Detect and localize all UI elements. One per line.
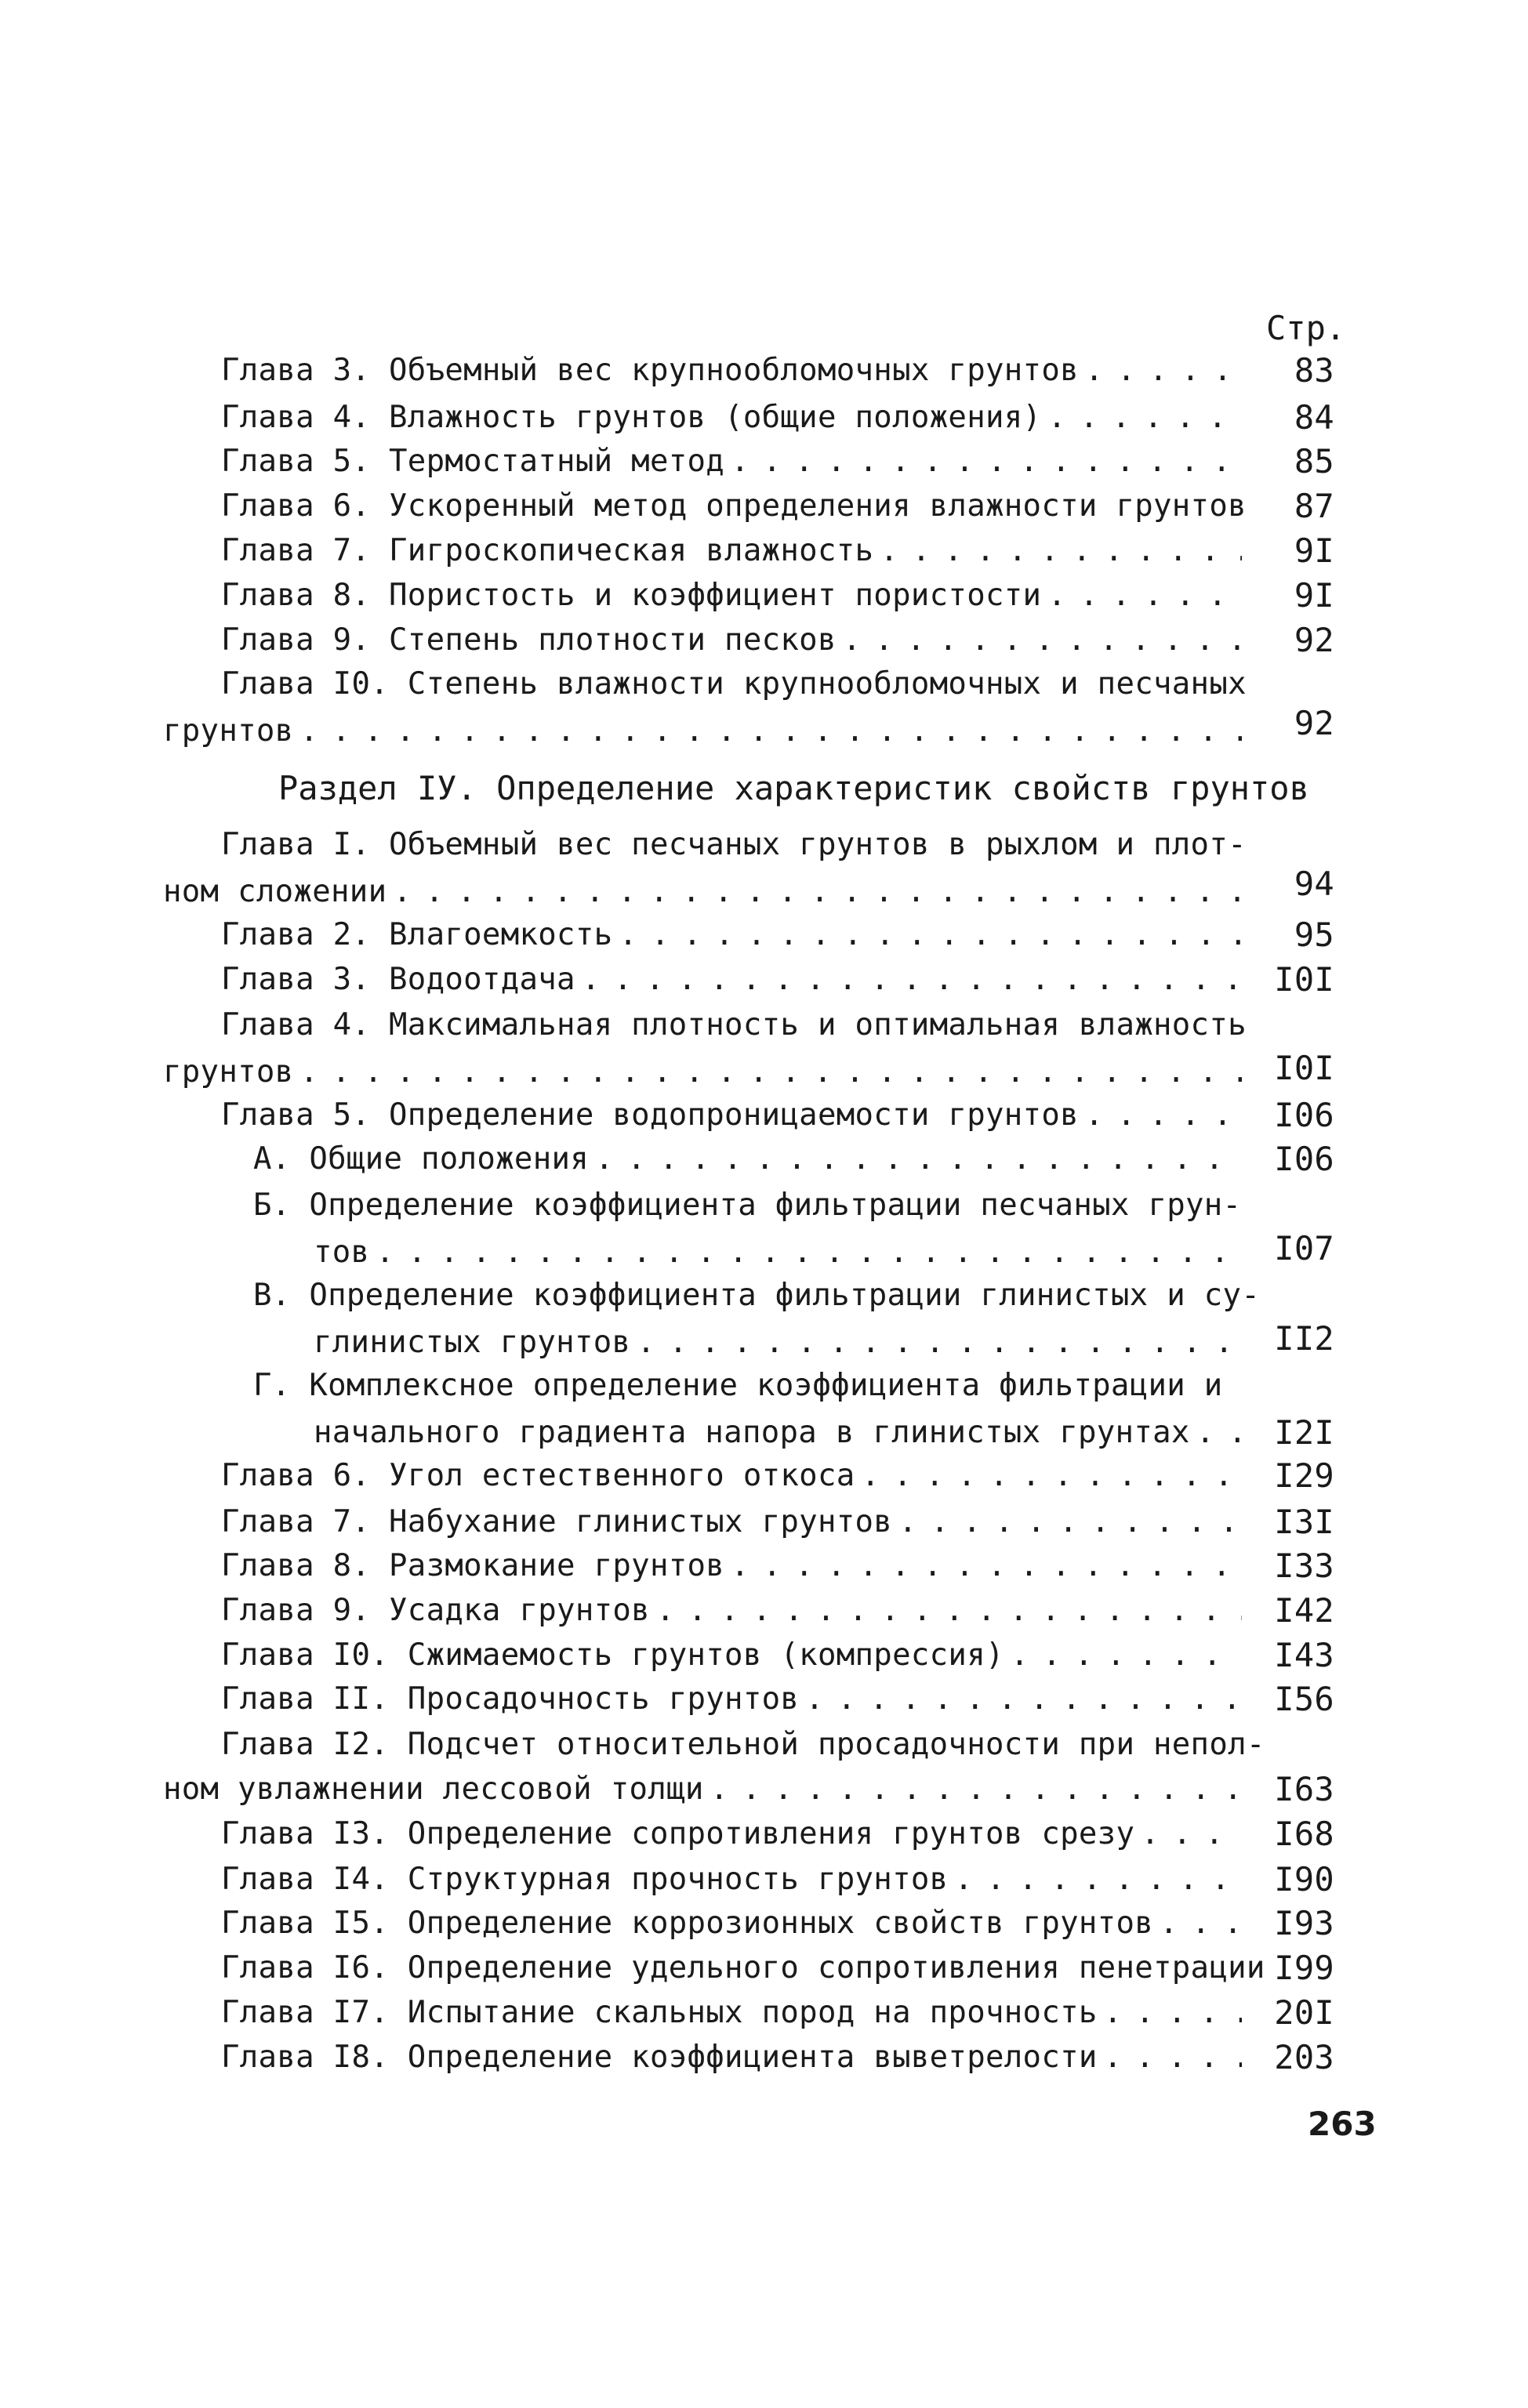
toc-entry-title: Глава 4. Максимальная плотность и оптимальная влажность [221, 1007, 1247, 1043]
toc-entry-title: Глава I5. Определение коррозионных свойств грунтов [221, 1906, 1153, 1941]
toc-entry-title: Глава I2. Подсчет относительной просадочности при непол- [221, 1727, 1265, 1762]
toc-entry [221, 958, 1248, 1002]
toc-entry-title: Глава 3. Водоотдача [221, 962, 575, 997]
dot-leader [954, 1858, 1242, 1902]
dot-leader [299, 1050, 1242, 1094]
dot-leader [880, 529, 1242, 573]
toc-entry [221, 1500, 1248, 1544]
dot-leader [862, 1454, 1242, 1498]
dot-leader [1011, 1634, 1242, 1677]
toc-entry-title: тов [314, 1235, 370, 1270]
dot-leader [731, 1544, 1242, 1588]
toc-entry-title: ном сложении [163, 874, 387, 909]
toc-entry-page: 20I [1274, 1993, 1334, 2032]
toc-entry [221, 1991, 1248, 2035]
toc-entry [314, 1231, 1248, 1275]
toc-entry [221, 440, 1248, 484]
dot-leader [1104, 2036, 1242, 2080]
toc-entry-title: Глава 2. Влагоемкость [221, 917, 613, 952]
toc-entry [221, 1902, 1248, 1946]
dot-leader [299, 709, 1242, 753]
toc-entry-page: 94 [1294, 865, 1334, 903]
toc-entry-page: 92 [1294, 621, 1334, 659]
toc-entry-page: I3I [1274, 1503, 1334, 1541]
toc-entry-title: Г. Комплексное определение коэффициента фильтрации и [253, 1368, 1223, 1403]
toc-entry [314, 1321, 1248, 1365]
toc-entry-page: I0I [1274, 960, 1334, 999]
toc-entry [221, 484, 1248, 528]
dot-leader [898, 1500, 1242, 1544]
toc-entry [221, 662, 1248, 706]
toc-entry-title: Глава 8. Размокание грунтов [221, 1548, 725, 1583]
dot-leader [1104, 1991, 1242, 2035]
toc-entry-title: Глава 6. Ускоренный метод определения влажности грунтов [221, 488, 1247, 524]
toc-entry-title: грунтов [163, 1054, 294, 1090]
toc-entry-title: А. Общие положения [253, 1141, 590, 1177]
page-column-header: Стр. [1266, 309, 1346, 347]
toc-entry-page: I06 [1274, 1140, 1334, 1178]
toc-entry-page: I56 [1274, 1680, 1334, 1718]
section-title: Раздел IУ. Определение характеристик свойств грунтов [278, 769, 1309, 807]
toc-entry [221, 1723, 1265, 1767]
toc-entry [221, 574, 1248, 618]
toc-entry-title: Глава I0. Сжимаемость грунтов (компрессия) [221, 1637, 1004, 1673]
dot-leader [1160, 1902, 1242, 1946]
toc-entry-page: 83 [1294, 351, 1334, 390]
toc-entry [314, 1411, 1248, 1455]
toc-entry-page: 9I [1294, 576, 1334, 615]
toc-entry-page: 203 [1274, 2038, 1334, 2076]
toc-entry-title: Глава 5. Термостатный метод [221, 444, 725, 479]
dot-leader [582, 958, 1242, 1002]
toc-entry-page: I99 [1274, 1949, 1334, 1987]
toc-entry [221, 1454, 1248, 1498]
toc-entry [221, 618, 1248, 662]
toc-entry-page: I93 [1274, 1904, 1334, 1942]
dot-leader [843, 618, 1242, 662]
toc-entry-title: глинистых грунтов [314, 1325, 631, 1360]
toc-entry [221, 913, 1248, 957]
toc-entry-page: 85 [1294, 442, 1334, 481]
toc-entry-page: 92 [1294, 704, 1334, 742]
toc-entry-title: Глава 3. Объемный вес крупнообломочных грунтов [221, 353, 1079, 388]
toc-entry-title: Глава 8. Пористость и коэффициент пористости [221, 578, 1042, 613]
dot-leader [1047, 574, 1242, 618]
dot-leader [393, 870, 1242, 914]
toc-entry-title: В. Определение коэффициента фильтрации глинистых и су- [253, 1278, 1261, 1313]
toc-entry-page: I0I [1274, 1049, 1334, 1087]
dot-leader [1141, 1812, 1242, 1856]
toc-entry-title: Глава 4. Влажность грунтов (общие положения) [221, 400, 1042, 435]
dot-leader [595, 1137, 1242, 1181]
dot-leader [619, 913, 1242, 957]
toc-entry-page: I90 [1274, 1860, 1334, 1898]
dot-leader [1196, 1411, 1242, 1455]
toc-entry-title: Глава 7. Гигроскопическая влажность [221, 533, 874, 568]
toc-entry [221, 396, 1248, 440]
toc-entry [221, 1677, 1248, 1721]
toc-entry-title: Глава 5. Определение водопроницаемости грунтов [221, 1097, 1079, 1133]
toc-entry-page: I68 [1274, 1815, 1334, 1853]
toc-entry-title: Глава 6. Угол естественного откоса [221, 1458, 855, 1493]
toc-entry-page: I43 [1274, 1636, 1334, 1674]
toc-entry [221, 1946, 1265, 1990]
toc-entry-page: I06 [1274, 1096, 1334, 1134]
toc-entry [221, 1858, 1248, 1902]
toc-entry [163, 1768, 1248, 1811]
dot-leader [731, 440, 1242, 484]
toc-entry-page: 84 [1294, 398, 1334, 437]
toc-entry-page: 95 [1294, 916, 1334, 954]
toc-entry [163, 870, 1248, 914]
toc-entry-title: Глава II. Просадочность грунтов [221, 1681, 800, 1717]
toc-entry-page: 87 [1294, 487, 1334, 525]
dot-leader [1085, 1093, 1242, 1137]
dot-leader [656, 1589, 1242, 1633]
toc-entry-page: I63 [1274, 1770, 1334, 1808]
dot-leader [805, 1677, 1242, 1721]
toc-entry-page-row [221, 349, 1334, 393]
toc-entry [163, 709, 1248, 753]
toc-entry [253, 1137, 1248, 1181]
toc-entry-title: Глава I8. Определение коэффициента выветрелости [221, 2040, 1098, 2075]
toc-entry-page: I33 [1274, 1547, 1334, 1585]
toc-entry [221, 823, 1248, 867]
toc-entry-page: II2 [1274, 1319, 1334, 1358]
toc-entry [221, 1093, 1248, 1137]
toc-entry [221, 2036, 1248, 2080]
toc-entry [163, 1050, 1248, 1094]
toc-entry-title: Глава 7. Набухание глинистых грунтов [221, 1504, 893, 1539]
toc-entry [221, 1003, 1248, 1047]
dot-leader [376, 1231, 1242, 1275]
toc-entry [221, 1589, 1248, 1633]
toc-entry-title: Глава I4. Структурная прочность грунтов [221, 1862, 949, 1897]
dot-leader [710, 1768, 1242, 1811]
page-number: 263 [1308, 2105, 1377, 2143]
toc-entry-title: Глава 9. Усадка грунтов [221, 1593, 650, 1628]
toc-entry [221, 1634, 1248, 1677]
toc-entry-title: Глава I. Объемный вес песчаных грунтов в рыхлом и плот- [221, 827, 1247, 862]
toc-entry-title: Глава 9. Степень плотности песков [221, 622, 837, 658]
toc-entry-title: Глава I6. Определение удельного сопротивления пенетрации [221, 1950, 1265, 1986]
toc-entry-page: I2I [1274, 1413, 1334, 1452]
toc-entry-page: 9I [1294, 531, 1334, 570]
toc-entry [253, 1364, 1248, 1408]
toc-entry [221, 1812, 1248, 1856]
toc-entry-title: Глава I3. Определение сопротивления грунтов срезу [221, 1816, 1135, 1851]
toc-entry-page: I42 [1274, 1591, 1334, 1630]
toc-entry-page: I29 [1274, 1456, 1334, 1495]
toc-entry-title: грунтов [163, 713, 294, 749]
toc-entry-title: Глава I0. Степень влажности крупнообломочных и песчаных [221, 666, 1247, 702]
toc-entry [253, 1184, 1248, 1228]
toc-entry [253, 1274, 1261, 1318]
toc-entry-title: Глава I7. Испытание скальных пород на прочность [221, 1995, 1098, 2030]
toc-entry [221, 529, 1248, 573]
toc-entry-title: начального градиента напора в глинистых грунтах [314, 1415, 1190, 1450]
toc-entry [221, 1544, 1248, 1588]
toc-entry-title: ном увлажнении лессовой толщи [163, 1772, 704, 1807]
toc-entry-title: Б. Определение коэффициента фильтрации песчаных грун- [253, 1188, 1242, 1223]
dot-leader [637, 1321, 1242, 1365]
toc-entry-page: I07 [1274, 1229, 1334, 1267]
dot-leader [1047, 396, 1242, 440]
